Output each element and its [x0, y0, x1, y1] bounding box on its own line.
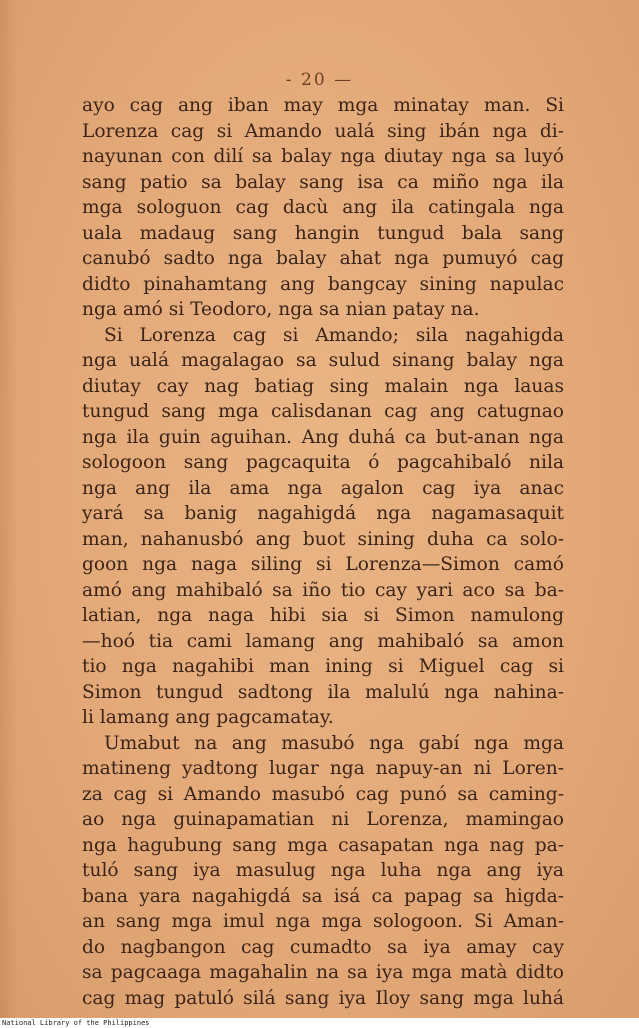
text-line: nayunan con dilí sa balay nga diutay nga sa luyó: [82, 146, 564, 167]
text-line: amó ang mahibaló sa iño tio cay yari aco sa ba-: [82, 579, 564, 601]
text-line: bana yara nagahigdá sa isá ca papag sa higda-: [82, 885, 564, 907]
text-line: do nagbangon cag cumadto sa iya amay cay: [82, 936, 564, 958]
text-line: sang patio sa balay sang isa ca miño nga ila: [82, 171, 564, 193]
text-line: za cag si Amando masubó cag punó sa caming-: [82, 783, 564, 805]
footer-credit: National Library of the Philippines: [0, 1018, 639, 1028]
text-line: goon nga naga siling si Lorenza—Simon camó: [82, 554, 564, 575]
text-line: Simon tungud sadtong ila malulú nga nahina-: [82, 681, 564, 703]
text-line: nga ualá magalagao sa sulud sinang balay nga: [82, 350, 564, 371]
text-line: yará sa banig nagahigdá nga nagamasaquit: [82, 503, 564, 524]
text-line: tuló sang iya masulug nga luha nga ang iya: [82, 860, 564, 881]
text-line: tio nga nagahibi man ining si Miguel cag si: [82, 656, 564, 677]
text-line: nga ila guin aguihan. Ang duhá ca but-anan nga: [82, 426, 564, 448]
text-line: Lorenza cag si Amando ualá sing ibán nga di-: [82, 120, 564, 142]
text-line: matineng yadtong lugar nga napuy-an ni Loren-: [82, 758, 564, 779]
text-line: canubó sadto nga balay ahat nga pumuyó cag: [82, 248, 564, 269]
page-number: - 20 —: [285, 70, 354, 90]
text-line: nga amó si Teodoro, nga sa nian patay na.: [82, 299, 480, 320]
text-line: man, nahanusbó ang buot sining duha ca solo-: [82, 528, 564, 550]
text-line: mga sologuon cag dacù ang ila catingala nga: [82, 197, 564, 218]
text-line: sa pagcaaga magahalin na sa iya mga matà didto: [82, 962, 564, 983]
text-line: an sang mga imul nga mga sologoon. Si Aman-: [82, 911, 564, 932]
text-line: Umabut na ang masubó nga gabí nga mga: [104, 732, 564, 754]
text-line: didto pinahamtang ang bangcay sining napulac: [82, 273, 564, 295]
text-line: uala madaug sang hangin tungud bala sang: [82, 222, 564, 244]
page-edge-shadow: [0, 0, 18, 1018]
text-line: sologoon sang pagcaquita ó pagcahibaló nila: [82, 452, 564, 473]
text-line: ayo cag ang iban may mga minatay man. Si: [82, 95, 564, 116]
text-line: tungud sang mga calisdanan cag ang catugnao: [82, 401, 564, 422]
text-line: diutay cay nag batiag sing malain nga lauas: [82, 375, 564, 397]
text-line: li lamang ang pagcamatay.: [82, 707, 334, 728]
text-line: Si Lorenza cag si Amando; sila nagahigda: [104, 324, 564, 346]
text-line: nga hagubung sang mga casapatan nga nag pa-: [82, 834, 564, 856]
text-line: cag mag patuló silá sang iya Iloy sang mga luhá: [82, 987, 564, 1009]
text-line: —hoó tia cami lamang ang mahibaló sa amon: [82, 630, 564, 652]
text-line: nga ang ila ama nga agalon cag iya anac: [82, 477, 564, 499]
text-line: latian, nga naga hibi sia si Simon namulong: [82, 605, 564, 626]
body-text: [82, 93, 564, 1011]
text-line: ao nga guinapamatian ni Lorenza, mamingao: [82, 809, 564, 830]
